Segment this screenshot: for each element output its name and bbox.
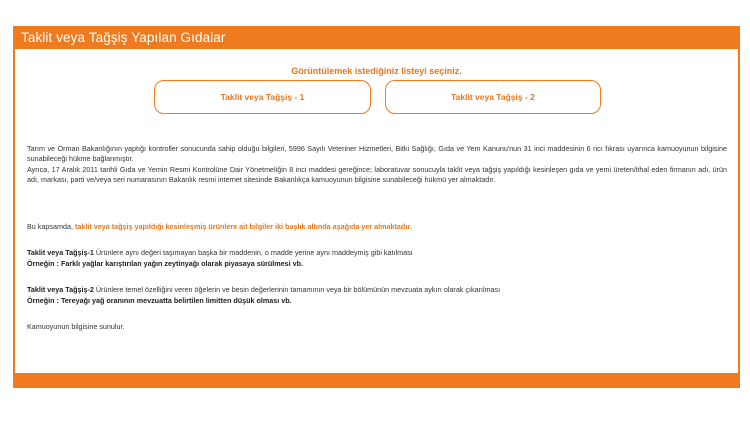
- definition-2: [27, 285, 727, 295]
- definition-2-example: Örneğin : Tereyağı yağ oranının mevzuatta belirtilen limitten düşük olması vb.: [27, 296, 292, 305]
- scope-paragraph: [27, 222, 727, 232]
- scope-prefix: Bu kapsamda,: [27, 222, 75, 231]
- list-2-button[interactable]: Taklit veya Tağşiş - 2: [385, 80, 601, 114]
- definition-1-term: Taklit veya Tağşiş-1: [27, 248, 94, 257]
- select-list-prompt: Görüntülemek istediğiniz listeyi seçiniz.: [291, 66, 462, 76]
- info-panel: [13, 26, 740, 388]
- scope-highlight: taklit veya tağşiş yapıldığı kesinleşmiş ürünlere ait bilgiler iki başlık altında aşağıda yer almaktadır.: [74, 222, 412, 231]
- list-1-button[interactable]: Taklit veya Tağşiş - 1: [154, 80, 371, 114]
- definition-1-text: Ürünlere aynı değeri taşımayan başka bir maddenin, o madde yerine aynı maddeymiş gibi katılması: [93, 248, 413, 257]
- closing-text: Kamuoyunun bilgisine sunulur.: [27, 322, 125, 331]
- law-paragraph: Tarım ve Orman Bakanlığının yaptığı kontroller sonucunda sahip olduğu bilgileri, 5996 Sayılı Veteriner Hizmetleri, Bitki Sağlığı, Gıda ve Yem Kanunu'nun 31 inci maddesinin 6 ncı fıkrası uyarınca kamuoyunun bilgisine sunabileceği hükme bağlanmıştır.: [27, 144, 727, 164]
- definition-1: [27, 248, 727, 258]
- panel-title: Taklit veya Tağşiş Yapılan Gıdalar: [21, 30, 226, 45]
- panel-content: [15, 49, 738, 373]
- regulation-paragraph: Ayrıca, 17 Aralık 2011 tarihli Gıda ve Yemin Resmi Kontrolüne Dair Yönetmeliğin 8 inci maddesi gereğince; laboratuvar sonucuyla taklit veya tağşiş yapıldığı kesinleşen gıda ve yemi üreten/ithal eden firmanın adı, ürün adı, markası, parti ve/veya seri numarasının Bakanlık resmi internet sitesinde Bakanlıkça kamuoyunun bilgisine sunabileceği hükmü yer almaktadır.: [27, 165, 727, 185]
- definition-2-term: Taklit veya Tağşiş-2: [27, 285, 94, 294]
- definition-1-example: Örneğin : Farklı yağlar karıştırılan yağın zeytinyağı olarak piyasaya sürülmesi vb.: [27, 259, 304, 268]
- definition-2-text: Ürünlere temel özelliğini veren öğelerin ve besin değerlerinin tamamının veya bir bölümünün mevzuata aykırı olarak çıkarılması: [93, 285, 501, 294]
